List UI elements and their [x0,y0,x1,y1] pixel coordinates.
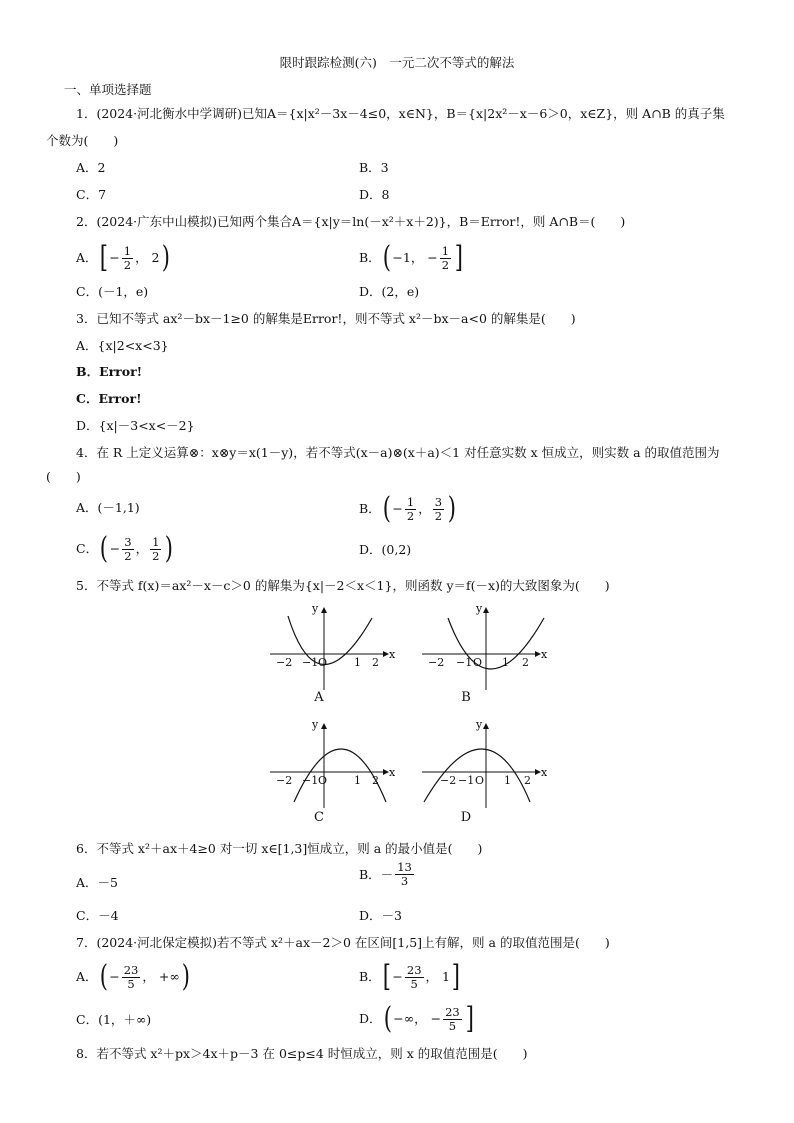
numerator: 23 [123,962,139,977]
fraction [443,1006,462,1033]
q3-option-b: B．Error! [76,364,143,379]
option-text: −∞， − [393,1011,442,1026]
option-text: −1， − [392,250,438,265]
fraction [405,964,424,991]
q7-option-a [76,959,191,994]
option-label: A． [76,250,98,265]
q3-option-d: D．{x|－3<x<－2} [76,418,195,433]
option-text: ， 1 [425,969,450,984]
q4-stem-cont: ( ) [46,469,81,484]
x-label: x [541,766,548,779]
q7-option-d [359,1001,475,1036]
graph-b [420,602,550,694]
y-label: y [312,602,319,615]
option-label: B． [359,969,381,984]
q2-option-b [359,240,465,275]
tick-label: 2 [372,774,379,787]
minus-sign: − [109,250,120,265]
minus-sign: − [109,969,120,984]
fraction [122,536,133,563]
numerator: 1 [152,534,160,549]
q4-option-b [359,491,458,526]
tick-label: −2 [276,774,293,787]
option-text: ， +∞ [142,969,180,984]
denominator: 5 [127,976,135,991]
q2-option-a [76,240,171,275]
q4-option-a: A．(－1,1) [76,500,140,515]
tick-label: −2 [276,656,293,669]
bracket: ] [451,959,460,994]
option-label: C． [76,541,99,556]
q5-stem: 5．不等式 f(x)＝ax²－x－c＞0 的解集为{x|－2＜x＜1}，则函数 y＝f(－x)的大致图象为( ) [76,578,610,593]
y-label: y [476,718,483,731]
numerator: 3 [434,494,443,509]
q7-option-b [359,959,462,994]
q6-option-a: A．－5 [76,875,118,890]
graph-a-label: A [314,690,324,705]
x-label: x [389,648,396,661]
tick-label: 2 [522,656,529,669]
q6-option-d: D．－3 [359,908,402,923]
x-label: x [541,648,548,661]
tick-label: 1 [354,774,361,787]
denominator: 5 [410,976,418,991]
graph-c [268,718,398,810]
fraction [433,496,444,523]
numerator: 1 [406,494,415,509]
option-label: B．－ [359,866,394,882]
origin-label: O [318,774,328,787]
section-heading: 一、单项选择题 [64,82,152,97]
tick-label: −1 [456,656,473,669]
q4-option-c [76,531,175,566]
numerator: 3 [124,534,132,549]
tick-label: 2 [524,774,531,787]
q4-stem: 4．在 R 上定义运算⊗：x⊗y＝x(1－y)，若不等式(x－a)⊗(x＋a)＜1 对任意实数 x 恒成立，则实数 a 的取值范围为 [76,445,720,460]
denominator: 2 [434,508,443,523]
tick-label: −1 [302,656,319,669]
minus-sign: − [392,969,403,984]
numerator: 13 [397,860,412,874]
q4-option-d: D．(0,2) [359,542,412,557]
option-label: A． [76,969,98,984]
q3-stem: 3．已知不等式 ax²－bx－1≥0 的解集是Error!，则不等式 x²－bx－a<0 的解集是( ) [76,311,576,326]
q1-option-a: A．2 [76,160,106,175]
denominator: 5 [448,1018,457,1033]
tick-label: 1 [502,656,509,669]
fraction [405,496,416,523]
numerator: 23 [406,962,422,977]
minus-sign: − [392,501,403,516]
q1-stem: 1．(2024·河北衡水中学调研)已知A＝{x|x²－3x－4≤0，x∈N}，B＝{x|2x²－x－6＞0，x∈Z}，则 A∩B 的真子集 [76,106,725,121]
bracket: ( [383,1001,392,1036]
numerator: 1 [123,243,132,258]
graph-c-label: C [314,810,324,825]
tick-label: −1 [458,774,475,787]
q8-stem: 8．若不等式 x²＋px＞4x＋p－3 在 0≤p≤4 时恒成立，则 x 的取值范围是( ) [76,1046,528,1061]
q1-option-b: B．3 [359,160,389,175]
q3-option-a: A．{x|2<x<3} [76,338,169,353]
q1-stem-cont: 个数为( ) [46,133,119,148]
q2-stem: 2．(2024·广东中山模拟)已知两个集合A＝{x|y＝ln(－x²＋x＋2)}，B＝Error!，则 A∩B＝( ) [76,214,626,229]
separator: ， [418,501,431,516]
y-label: y [312,718,319,731]
page-title: 限时跟踪检测(六) 一元二次不等式的解法 [279,55,515,70]
fraction [150,536,161,563]
tick-label: 1 [504,774,511,787]
separator: ， [135,541,149,556]
minus-sign: − [109,541,121,556]
origin-label: O [318,656,328,669]
bracket: [ [99,240,108,275]
origin-label: O [475,774,485,787]
tick-label: −1 [302,774,319,787]
fraction [440,245,451,272]
denominator: 2 [441,257,450,272]
bracket: ] [454,240,464,275]
q6-stem: 6．不等式 x²＋ax＋4≥0 对一切 x∈[1,3]恒成立，则 a 的最小值是( ) [76,841,483,856]
option-label: B． [359,250,381,265]
denominator: 3 [400,874,409,888]
bracket: ) [181,959,190,994]
graph-d-label: D [460,810,472,825]
q1-option-c: C．7 [76,187,107,202]
q7-stem: 7．(2024·河北保定模拟)若不等式 x²＋ax－2＞0 在区间[1,5]上有解，则 a 的取值范围是( ) [76,935,610,950]
origin-label: O [473,656,483,669]
q6-option-c: C．－4 [76,908,119,923]
numerator: 1 [441,243,450,258]
graph-d [420,718,550,810]
bracket: ] [465,1001,474,1036]
tick-label: −2 [440,774,457,787]
numerator: 23 [445,1004,460,1019]
denominator: 2 [124,548,132,563]
bracket: ( [99,959,108,994]
fraction [122,964,141,991]
fraction [122,245,133,272]
graph-a [268,602,398,694]
q2-option-c: C．(－1，e) [76,284,149,299]
bracket: ( [382,240,391,275]
q6-option-b [359,861,416,888]
q1-option-d: D．8 [359,187,390,202]
fraction [395,861,414,888]
graph-b-label: B [461,690,471,705]
q3-option-c: C．Error! [76,391,142,406]
bracket: ) [447,491,457,526]
q7-option-c: C．(1，＋∞) [76,1012,152,1027]
bracket: [ [382,959,391,994]
option-label: D． [359,1011,382,1026]
bracket: ( [99,531,109,566]
y-label: y [476,602,483,615]
tick-label: −2 [428,656,445,669]
option-label: B． [359,501,381,516]
x-label: x [389,766,396,779]
q2-option-d: D．(2，e) [359,284,420,299]
denominator: 2 [406,508,415,523]
bracket: ) [165,531,174,566]
denominator: 2 [123,257,132,272]
option-text: ， 2 [135,250,160,265]
tick-label: 1 [354,656,361,669]
tick-label: 2 [372,656,379,669]
denominator: 2 [152,548,160,563]
bracket: ( [382,491,391,526]
bracket: ) [161,240,170,275]
